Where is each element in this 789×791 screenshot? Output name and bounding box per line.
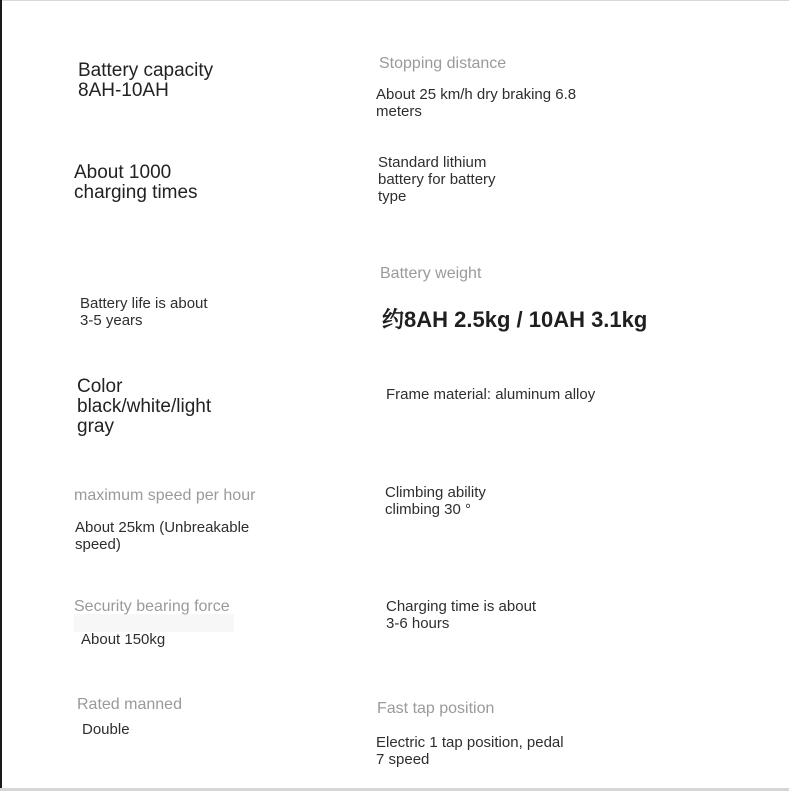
fast-tap-value: Electric 1 tap position, pedal 7 speed xyxy=(376,734,564,768)
battery-weight-label: Battery weight xyxy=(380,265,482,282)
top-border xyxy=(0,0,789,1)
battery-capacity-text: Battery capacity 8AH-10AH xyxy=(78,60,214,101)
bearing-force-value: About 150kg xyxy=(81,631,166,648)
rated-manned-value: Double xyxy=(82,721,130,738)
frame-material-text: Frame material: aluminum alloy xyxy=(386,386,596,403)
fast-tap-label: Fast tap position xyxy=(377,700,495,717)
stopping-distance-value: About 25 km/h dry braking 6.8 meters xyxy=(376,86,577,120)
charging-time-text: Charging time is about 3-6 hours xyxy=(386,598,537,632)
stopping-distance-label: Stopping distance xyxy=(379,55,507,72)
background-smudge xyxy=(74,614,234,632)
color-text: Color black/white/light gray xyxy=(77,376,212,437)
climbing-ability-text: Climbing ability climbing 30 ° xyxy=(385,484,486,518)
battery-life-text: Battery life is about 3-5 years xyxy=(80,295,208,329)
max-speed-label: maximum speed per hour xyxy=(74,487,256,504)
rated-manned-label: Rated manned xyxy=(77,696,182,713)
charging-times-text: About 1000 charging times xyxy=(74,162,198,203)
battery-weight-value: 约8AH 2.5kg / 10AH 3.1kg xyxy=(382,307,648,332)
left-border xyxy=(0,0,2,791)
bearing-force-label: Security bearing force xyxy=(74,598,230,615)
battery-type-text: Standard lithium battery for battery type xyxy=(378,154,496,205)
max-speed-value: About 25km (Unbreakable speed) xyxy=(75,519,250,553)
